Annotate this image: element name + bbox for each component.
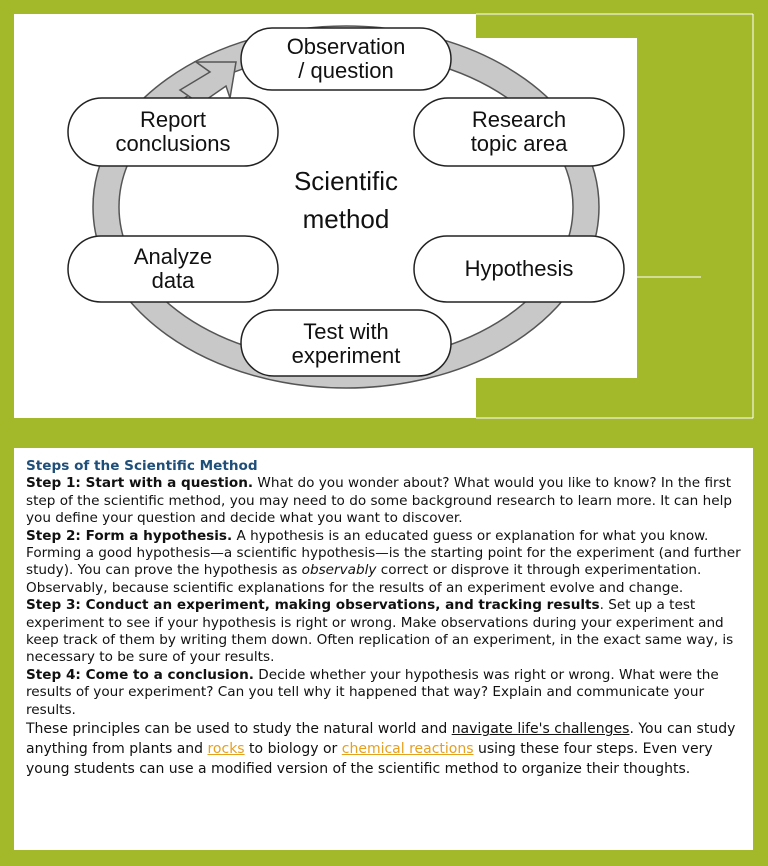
article-panel <box>14 448 753 850</box>
step-3 <box>26 597 741 667</box>
node-observation-line1: Observation <box>286 34 406 59</box>
node-analyze-line2: data <box>151 268 195 293</box>
closing-text-1: These principles can be used to study the natural world and <box>26 721 452 738</box>
article-heading <box>26 458 741 475</box>
navigate-challenges-link[interactable]: navigate life's challenges <box>451 721 630 738</box>
step-4-title: Step 4: Come to a conclusion. <box>26 666 254 683</box>
step-2-body-emphasis: observably <box>301 562 377 579</box>
step-4-body: Decide whether your hypothesis was right or wrong. What were the results of your experiment? Can you tell why it happened that way? Explain and communicate your results. <box>26 666 719 718</box>
node-research <box>414 98 624 166</box>
node-test-line1: Test with <box>303 319 389 344</box>
center-label-line2: method <box>302 204 390 234</box>
chemical-reactions-link[interactable]: chemical reactions <box>341 741 474 758</box>
step-2 <box>26 528 741 598</box>
rocks-link[interactable]: rocks <box>207 741 245 758</box>
step-2-body-before: A hypothesis is an educated guess or explanation for what you know. Forming a good hypothesis—a scientific hypothesis—is the starting point for the experiment (and further study). You can prove the hypothesis as <box>26 527 741 579</box>
node-report <box>68 98 278 166</box>
closing-paragraph <box>26 719 741 779</box>
step-2-body-after: correct or disprove it through experimentation. Observably, because scientific explanations for the results of an experiment evolve and change. <box>26 562 702 596</box>
node-report-line1: Report <box>139 107 207 132</box>
step-3-title: Step 3: Conduct an experiment, making observations, and tracking results <box>26 597 600 614</box>
step-1-body: What do you wonder about? What would you like to know? In the first step of the scientific method, you may need to do some background research to learn more. It can help you define your question and decide what you want to discover. <box>26 475 732 527</box>
step-4 <box>26 667 741 719</box>
node-observation <box>241 28 451 90</box>
node-observation-line2: / question <box>298 58 394 83</box>
article-heading-text: Steps of the Scientific Method <box>26 458 258 474</box>
node-test-line2: experiment <box>291 343 401 368</box>
center-label-line1: Scientific <box>293 166 399 196</box>
node-report-line2: conclusions <box>115 131 231 156</box>
node-hypothesis-line1: Hypothesis <box>464 256 574 281</box>
step-2-title: Step 2: Form a hypothesis. <box>26 527 233 544</box>
node-analyze-line1: Analyze <box>133 244 213 269</box>
node-test <box>241 310 451 376</box>
node-research-line2: topic area <box>470 131 568 156</box>
step-1 <box>26 475 741 527</box>
closing-text-4: using these four steps. Even very young students can use a modified version of the scientific method to organize their thoughts. <box>26 741 713 778</box>
node-research-line1: Research <box>471 107 567 132</box>
closing-text-2: . You can study anything from plants and <box>26 721 736 758</box>
step-1-title: Step 1: Start with a question. <box>26 475 254 492</box>
node-analyze <box>68 236 278 302</box>
closing-text-3: to biology or <box>244 741 342 758</box>
step-3-body: . Set up a test experiment to see if your hypothesis is right or wrong. Make observations during your experiment and keep track of them by writing them down. Often replication of an experiment, in the exact same way, is necessary to be sure of your results. <box>26 597 734 666</box>
node-hypothesis <box>414 236 624 302</box>
